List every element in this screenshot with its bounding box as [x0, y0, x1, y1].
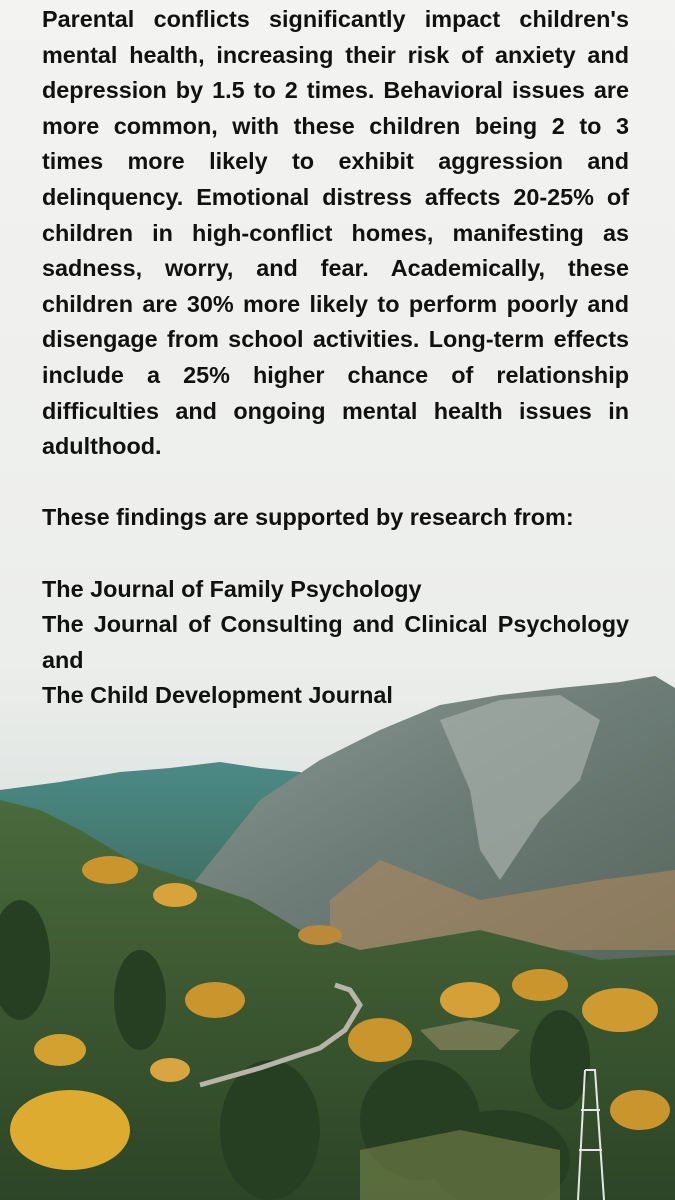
sources-list [42, 572, 629, 714]
text-content [42, 2, 629, 714]
body-paragraph: Parental conflicts significantly impact children's mental health, increasing their risk of anxiety and depression by 1.5 to 2 times. Behavioral issues are more common, with these children being 2 to 3 times more likely to exhibit aggression and delinquency. Emotional distress affects 20-25% of children in high-conflict homes, manifesting as sadness, worry, and fear. Academically, these children are 30% more likely to perform poorly and disengage from school activities. Long-term effects include a 25% higher chance of relationship difficulties and ongoing mental health issues in adulthood. [42, 6, 629, 460]
source-item: The Journal of Consulting and Clinical Psychology and [42, 611, 629, 673]
source-item: The Child Development Journal [42, 682, 393, 709]
support-line: These findings are supported by research from: [42, 504, 574, 531]
source-item: The Journal of Family Psychology [42, 575, 422, 602]
